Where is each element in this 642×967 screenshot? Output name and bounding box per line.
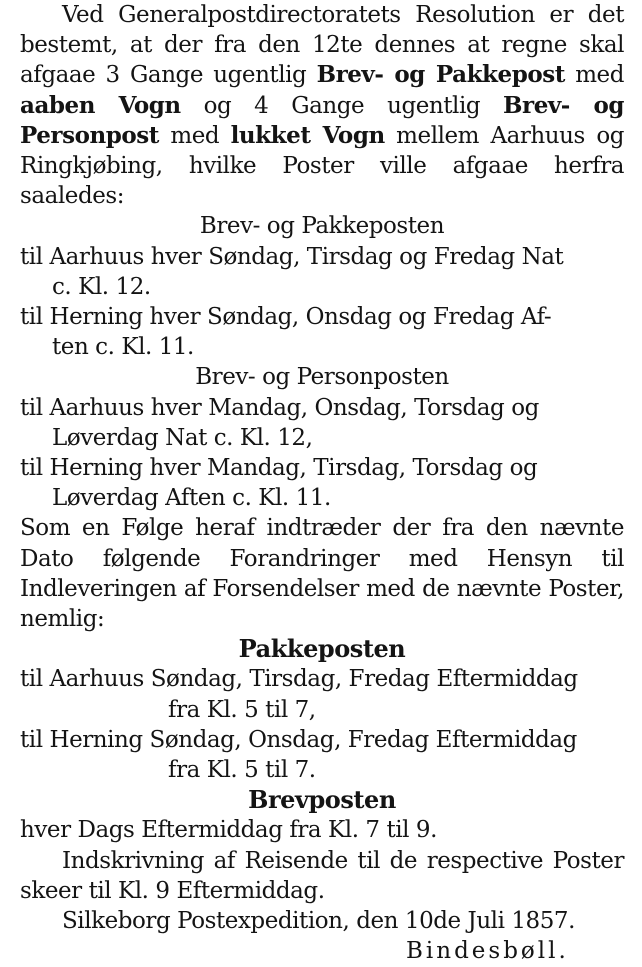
intro-bold-letter-parcel-post: Brev- og Pakkepost	[316, 61, 565, 89]
heading-letter-post: Brevposten	[248, 785, 396, 815]
consequence-paragraph: Som en Følge heraf indtræder der fra den nævnte Dato følgende Forandringer med Hensyn til Indleveringen af Forsendelser med de nævnte Poster, nemlig:	[20, 515, 624, 633]
heading-letter-passenger-post: Brev- og Personposten	[195, 364, 449, 391]
intro-text-1: Ved Generalpostdirectoratets Resolution er det bestemt, at der fra den 12te dennes at regne skal afgaae 3 Gange ugentlig	[20, 2, 624, 89]
intro-text-4: med	[158, 122, 231, 149]
route-line: til Herning hver Søndag, Onsdag og Fredag Af-	[20, 304, 552, 331]
route-line-continued: ten c. Kl. 11.	[52, 334, 194, 361]
intro-bold-letter-passenger-post: Brev- og Personpost	[20, 91, 624, 149]
route-line-continued: Løverdag Aften c. Kl. 11.	[52, 485, 331, 512]
heading-parcel-post: Pakkeposten	[238, 634, 406, 664]
intro-text-3: og 4 Gange ugentlig	[180, 92, 504, 119]
route-herning-passenger	[20, 453, 624, 513]
route-line-continued: fra Kl. 5 til 7,	[168, 696, 316, 723]
intro-paragraph	[20, 0, 624, 211]
route-line: til Herning Søndag, Onsdag, Fredag Eftermiddag	[20, 726, 577, 753]
route-line: til Aarhuus Søndag, Tirsdag, Fredag Eftermiddag	[20, 666, 578, 693]
route-line-continued: Løverdag Nat c. Kl. 12,	[52, 424, 313, 451]
route-herning-parcel-delivery	[20, 725, 624, 785]
intro-text-2: med	[564, 62, 624, 89]
newspaper-notice	[20, 0, 624, 967]
route-line: til Aarhuus hver Søndag, Tirsdag og Fredag Nat	[20, 243, 564, 270]
route-herning-parcel	[20, 302, 624, 362]
route-line-continued: c. Kl. 12.	[52, 273, 151, 300]
intro-bold-closed-carriage: lukket Vogn	[230, 121, 385, 149]
route-line: til Aarhuus hver Mandag, Onsdag, Torsdag og	[20, 394, 539, 421]
intro-bold-open-carriage: aaben Vogn	[20, 91, 181, 119]
registration-paragraph: Indskrivning af Reisende til de respective Poster skeer til Kl. 9 Eftermiddag.	[20, 847, 624, 904]
intro-text-5: mellem Aarhuus og Ringkjøbing, hvilke Poster ville afgaae herfra saaledes:	[20, 122, 624, 210]
letter-post-hours: hver Dags Eftermiddag fra Kl. 7 til 9.	[20, 817, 437, 844]
place-and-date: Silkeborg Postexpedition, den 10de Juli 1857.	[62, 908, 575, 935]
route-aarhuus-parcel-delivery	[20, 664, 624, 724]
heading-letter-parcel-post: Brev- og Pakkeposten	[199, 213, 445, 240]
route-line-continued: fra Kl. 5 til 7.	[168, 757, 316, 784]
route-aarhuus-passenger	[20, 393, 624, 453]
route-line: til Herning hver Mandag, Tirsdag, Torsdag og	[20, 455, 538, 482]
route-aarhuus-parcel	[20, 242, 624, 302]
signature: Bindesbøll.	[406, 938, 569, 965]
